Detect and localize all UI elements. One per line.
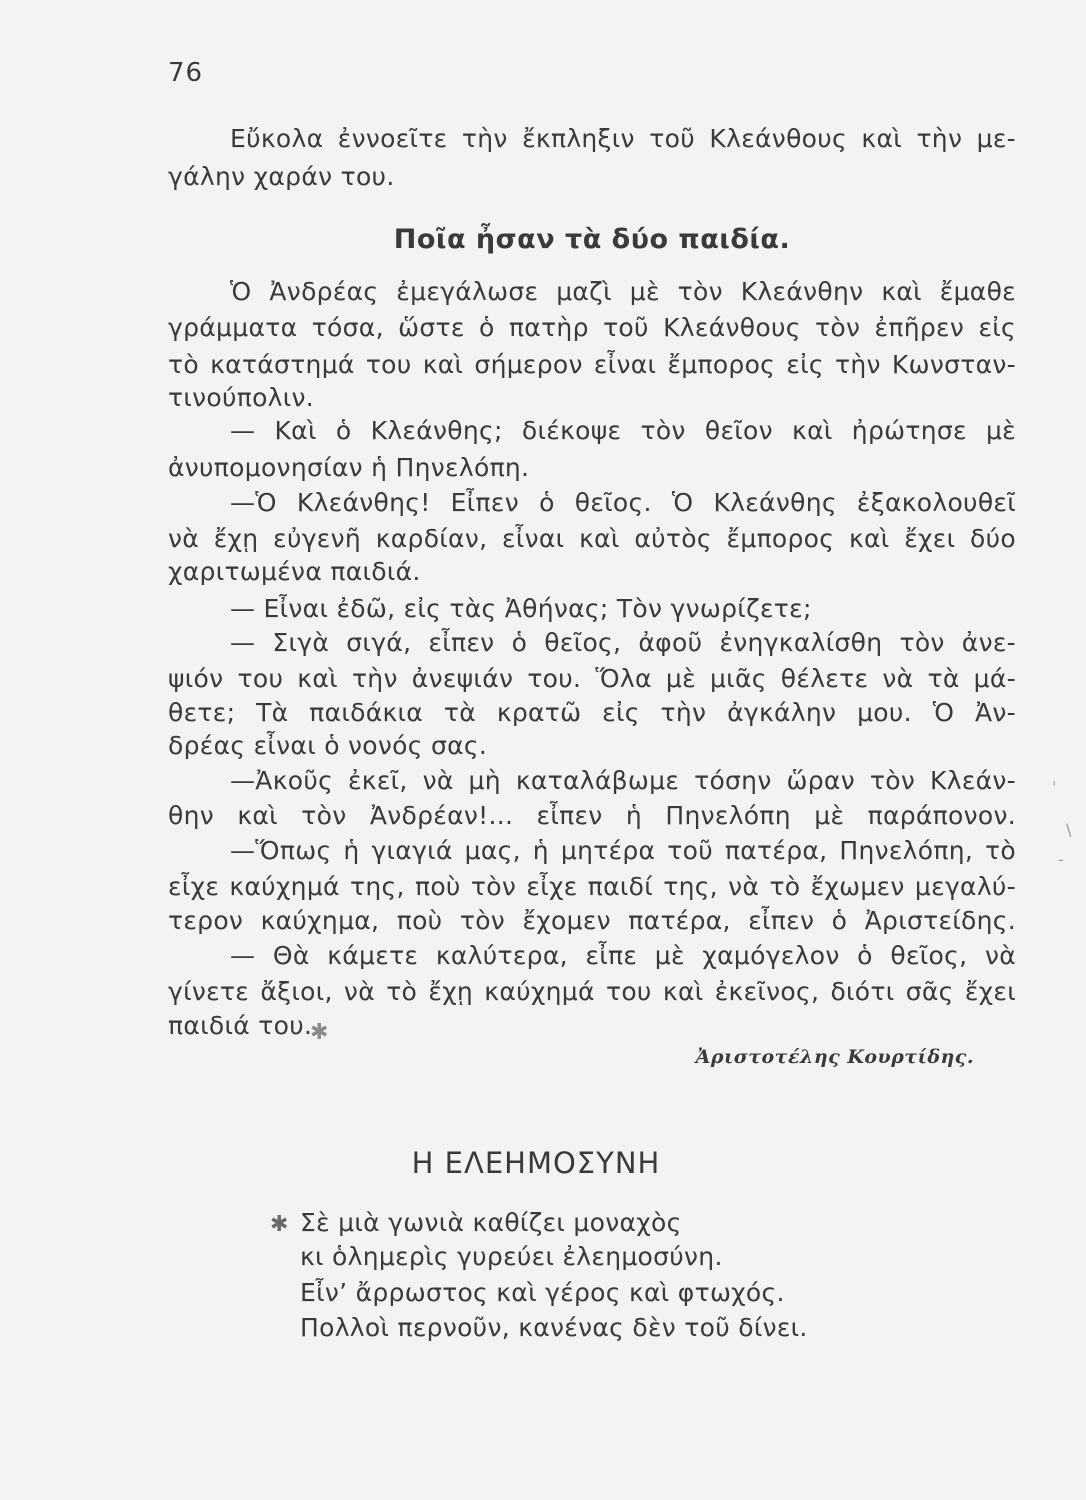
body-line: —Ὁ Κλεάνθης! Εἶπεν ὁ θεῖος. Ὁ Κλεάνθης ἐξακολουθεῖ — [230, 488, 1016, 517]
body-line: — Θὰ κάμετε καλύτερα, εἶπε μὲ χαμόγελον ὁ θεῖος, νὰ — [230, 941, 1016, 970]
body-line: χαριτωμένα παιδιά. — [168, 557, 421, 586]
scan-mark: ˌ — [1052, 768, 1057, 787]
body-line: ψιόν του καὶ τὴν ἀνεψιάν του. Ὅλα μὲ μιᾶς θέλετε νὰ τὰ μά- — [168, 664, 1016, 693]
body-line: γράμματα τόσα, ὥστε ὁ πατὴρ τοῦ Κλεάνθους τὸν ἐπῆρεν εἰς — [168, 313, 1016, 342]
section-heading: Ποῖα ἦσαν τὰ δύο παιδία. — [393, 224, 791, 255]
intro-line: Εὔκολα ἐννοεῖτε τὴν ἔκπληξιν τοῦ Κλεάνθους καὶ τὴν με- — [230, 124, 1016, 153]
body-line: θετε; Τὰ παιδάκια τὰ κρατῶ εἰς τὴν ἀγκάλην μου. Ὁ Ἀν- — [168, 698, 1016, 727]
body-line: — Καὶ ὁ Κλεάνθης; διέκοψε τὸν θεῖον καὶ ἠρώτησε μὲ — [230, 416, 1016, 445]
body-line: νὰ ἔχῃ εὐγενῆ καρδίαν, εἶναι καὶ αὐτὸς ἔμπορος καὶ ἔχει δύο — [168, 524, 1016, 553]
body-line: —Ὅπως ἡ γιαγιά μας, ἡ μητέρα τοῦ πατέρα, Πηνελόπη, τὸ — [230, 836, 1016, 865]
asterisk-mark: ✱ — [310, 1020, 329, 1045]
scan-mark: \ — [1066, 820, 1072, 839]
body-line: γίνετε ἄξιοι, νὰ τὸ ἔχῃ καύχημά του καὶ ἐκεῖνος, διότι σᾶς ἔχει — [168, 977, 1016, 1006]
body-line: — Σιγὰ σιγά, εἶπεν ὁ θεῖος, ἀφοῦ ἐνηγκαλίσθη τὸν ἀνε- — [230, 628, 1016, 657]
body-line: τὸ κατάστημά του καὶ σήμερον εἶναι ἔμπορος εἰς τὴν Κωνσταν- — [168, 350, 1016, 379]
scan-mark: - — [1058, 850, 1064, 869]
asterisk-mark: ✱ — [270, 1212, 289, 1237]
body-line: —Ἀκοῦς ἐκεῖ, νὰ μὴ καταλάβωμε τόσην ὥραν τὸν Κλεάν- — [230, 766, 1016, 795]
poem-line: Πολλοὶ περνοῦν, κανένας δὲν τοῦ δίνει. — [300, 1313, 808, 1342]
body-line: τερον καύχημα, ποὺ τὸν ἔχομεν πατέρα, εἶπεν ὁ Ἀριστείδης. — [168, 906, 1016, 935]
poem-title: Η ΕΛΕΗΜΟΣΥΝΗ — [411, 1146, 661, 1180]
body-line: — Εἶναι ἐδῶ, εἰς τὰς Ἀθήνας; Τὸν γνωρίζετε; — [230, 594, 812, 623]
body-line: εἶχε καύχημά της, ποὺ τὸν εἶχε παιδί της, νὰ τὸ ἔχωμεν μεγαλύ- — [168, 872, 1016, 901]
poem-line: Σὲ μιὰ γωνιὰ καθίζει μοναχὸς — [300, 1208, 682, 1237]
body-line: Ὁ Ἀνδρέας ἐμεγάλωσε μαζὶ μὲ τὸν Κλεάνθην καὶ ἔμαθε — [230, 277, 1016, 306]
page-number: 76 — [168, 58, 204, 88]
body-line: τινούπολιν. — [168, 383, 315, 412]
body-line: θην καὶ τὸν Ἀνδρέαν!... εἶπεν ἡ Πηνελόπη μὲ παράπονον. — [168, 801, 1016, 830]
body-line: δρέας εἶναι ὁ νονός σας. — [168, 731, 488, 760]
body-line: ἀνυπομονησίαν ἡ Πηνελόπη. — [168, 453, 530, 482]
intro-line: γάλην χαράν του. — [168, 162, 395, 191]
poem-line: Εἶν’ ἄρρωστος καὶ γέρος καὶ φτωχός. — [300, 1278, 785, 1307]
author-signature: Ἀριστοτέλης Κουρτίδης. — [695, 1046, 974, 1068]
body-line: παιδιά του. — [168, 1011, 313, 1040]
poem-line: κι ὁλημερὶς γυρεύει ἐλεημοσύνη. — [300, 1242, 723, 1271]
